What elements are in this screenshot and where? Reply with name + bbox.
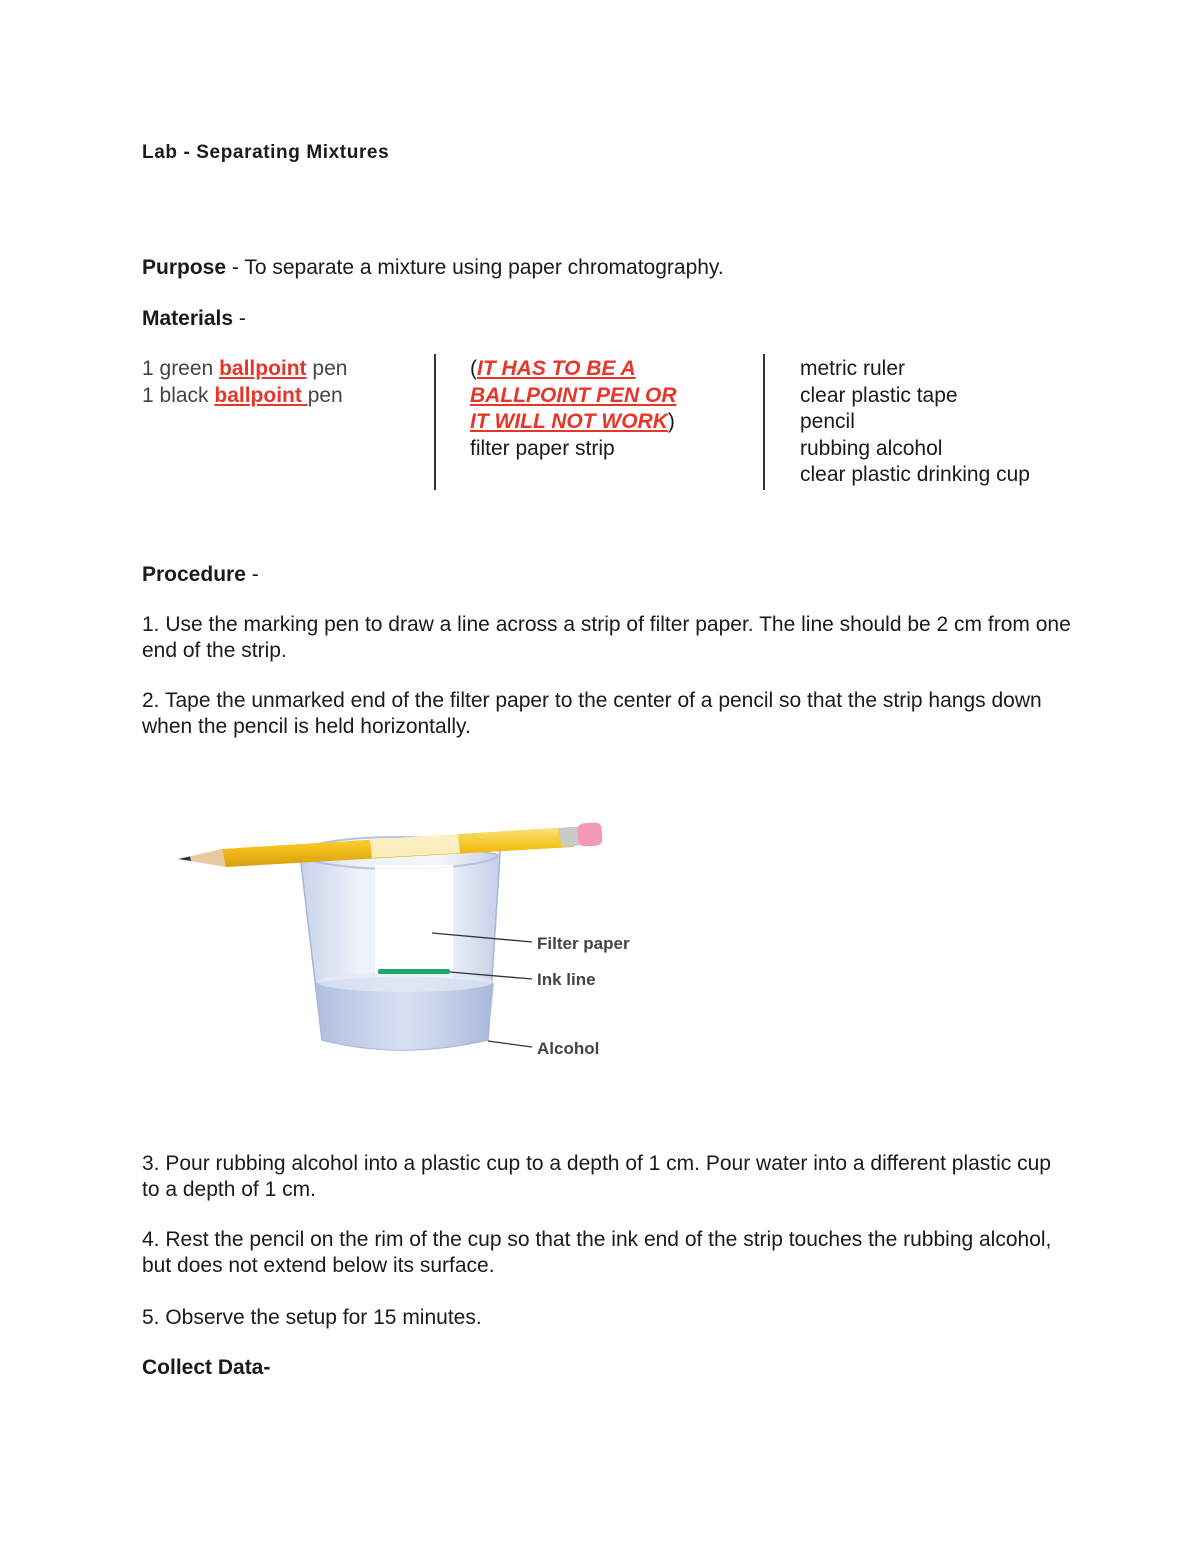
- procedure-step-1: 1. Use the marking pen to draw a line across a strip of filter paper. The line should be 2 cm from one end of the strip.: [142, 613, 1071, 662]
- purpose-text: To separate a mixture using paper chromatography.: [244, 256, 724, 279]
- material-item: metric ruler: [800, 357, 906, 380]
- collect-data-heading: Collect Data-: [142, 1356, 271, 1379]
- label-alcohol: Alcohol: [537, 1039, 600, 1058]
- materials-heading: [142, 306, 246, 332]
- materials-label: Materials: [142, 307, 234, 330]
- procedure-step-4: 4. Rest the pencil on the rim of the cup so that the ink end of the strip touches the rubbing alcohol, but does not extend below its surface.: [142, 1228, 1052, 1277]
- materials-column-1: [142, 356, 347, 409]
- procedure-step-2: 2. Tape the unmarked end of the filter paper to the center of a pencil so that the strip hangs down when the pencil is held horizontally.: [142, 689, 1042, 738]
- ink-line: [378, 969, 450, 974]
- material-item: rubbing alcohol: [800, 436, 943, 460]
- alcohol-liquid: [316, 972, 494, 1050]
- procedure-sep: -: [245, 563, 259, 586]
- purpose-line: [142, 255, 724, 281]
- materials-column-3: [800, 356, 1030, 489]
- purpose-sep: -: [226, 256, 245, 279]
- column-divider: [434, 354, 436, 490]
- label-ink-line: Ink line: [537, 970, 596, 989]
- material-item-green-pen: 1 green ballpoint pen: [142, 357, 348, 380]
- purpose-label: Purpose: [142, 256, 227, 279]
- column-divider: [763, 354, 765, 490]
- chromatography-setup-figure: [170, 815, 650, 1085]
- procedure-step-5: 5. Observe the setup for 15 minutes.: [142, 1306, 482, 1329]
- material-item-filter-paper: filter paper strip: [470, 436, 615, 460]
- procedure-heading: [142, 562, 259, 588]
- procedure-label: Procedure: [142, 563, 246, 586]
- materials-column-2: (IT HAS TO BE A BALLPOINT PEN OR IT WILL NOT WORK) filter paper strip: [470, 356, 677, 462]
- label-filter-paper: Filter paper: [537, 934, 630, 953]
- material-item: clear plastic tape: [800, 383, 958, 407]
- material-item: pencil: [800, 410, 855, 433]
- material-item: clear plastic drinking cup: [800, 463, 1030, 486]
- materials-sep: -: [233, 307, 246, 330]
- material-item-black-pen: 1 black ballpoint pen: [142, 383, 343, 407]
- procedure-step-3: 3. Pour rubbing alcohol into a plastic cup to a depth of 1 cm. Pour water into a different plastic cup to a depth of 1 cm.: [142, 1152, 1051, 1201]
- page-title: Lab - Separating Mixtures: [142, 142, 390, 163]
- ballpoint-warning: (IT HAS TO BE A: [470, 357, 636, 380]
